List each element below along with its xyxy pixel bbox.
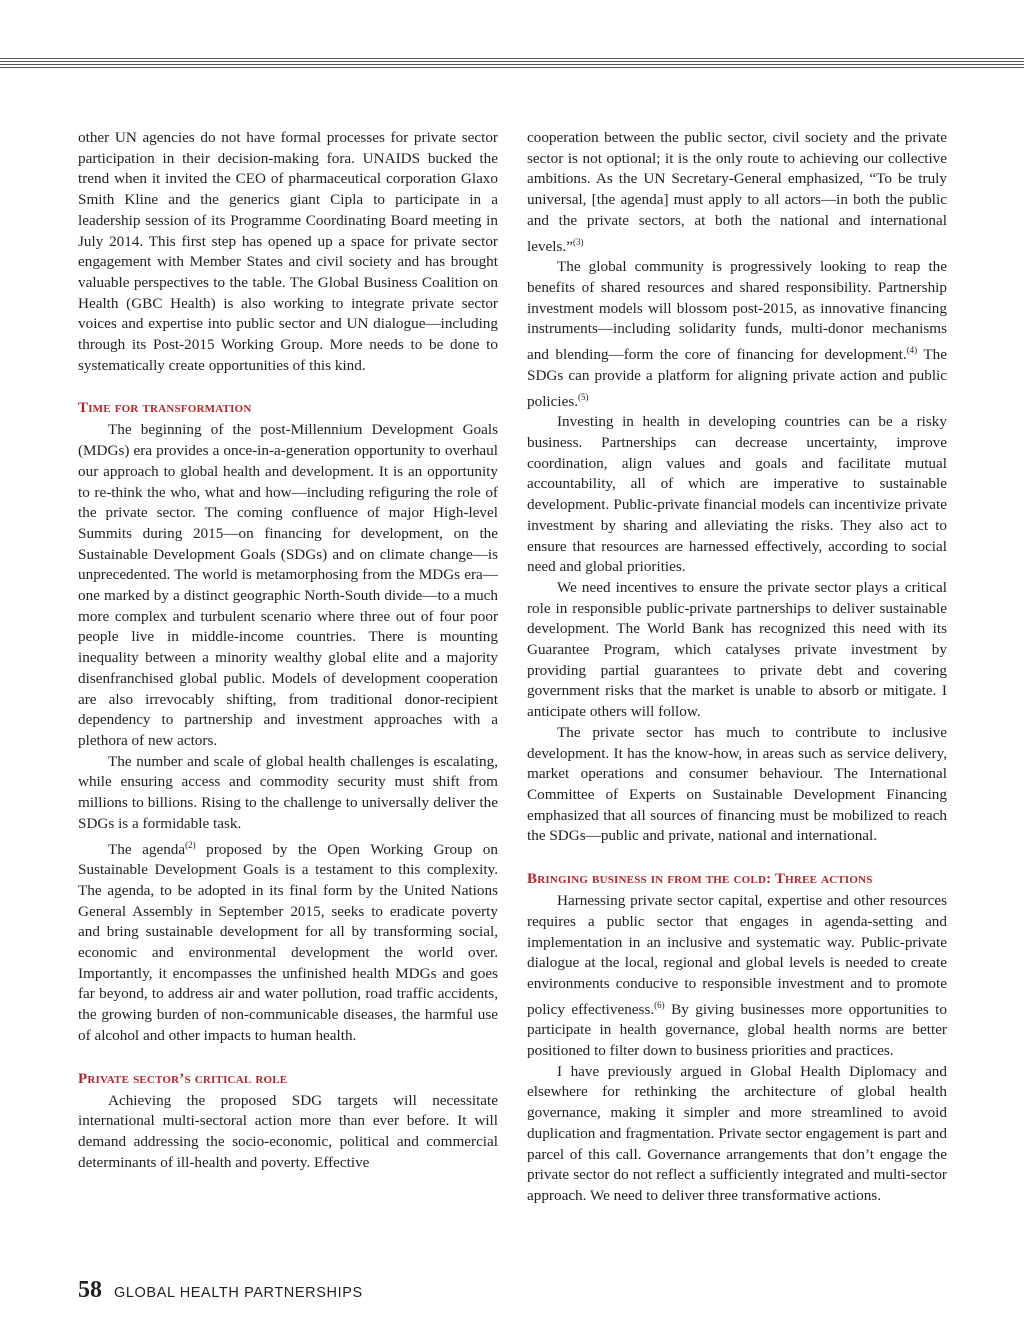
reference-marker: (5) [578, 391, 589, 402]
paragraph: The agenda$^{(2)}$ proposed by the Open Working Group on Sustainable Development Goals is a testament to this complexity. The agenda, to be adopted in its final form by the United Nations General Assembly in September 2015, seeks to eradicate poverty and bring sustainable development for all by transforming social, economic and environmental development the world over. Importantly, it encompasses the unfinished health MDGs and goes far beyond, to address air and water pollution, road traffic accidents, the growing burden of non-communicable diseases, the harmful use of alcohol and other impacts to human health. [78, 839, 498, 1044]
reference-marker: (2) [185, 839, 196, 850]
reference-marker: (6) [654, 999, 665, 1010]
paragraph: Investing in health in developing countries can be a risky business. Partnerships can decrease uncertainty, improve coordination, align values and goals and facilitate mutual accountability, all of which are imperative to sustainable development. Public-private financial models can incentivize private investment by sharing and alleviating the risks. They also act to ensure that resources are harnessed effectively, according to social need and global priorities. [527, 413, 947, 576]
paragraph: cooperation between the public sector, civil society and the private sector is not optional; it is the only route to achieving our collective ambitions. As the UN Secretary-General emphasized, “To be truly universal, [the agenda] must apply to all actors—in both the public and the private sectors, at both the national and international levels.”$^{(3)}$ [527, 129, 947, 255]
page-number: 58 [78, 1277, 102, 1303]
paragraph: The beginning of the post-Millennium Development Goals (MDGs) era provides a once-in-a-generation opportunity to overhaul our approach to global health and development. It is an opportunity to re-think the who, what and how—including refiguring the role of the private sector. The coming confluence of major High-level Summits during 2015—on financing for development, on the Sustainable Development Goals (SDGs) and on climate change—is unprecedented. The world is metamorphosing from the MDGs era—one marked by a distinct geographic North-South divide—to a much more complex and turbulent scenario where three out of four poor people live in middle-income countries. There is mounting inequality between a minority wealthy global elite and a majority disenfranchised global public. Models of development cooperation are also irrevocably shifting, from traditional donor-recipient dependency to partnership and investment approaches with a plethora of new actors. [78, 421, 498, 749]
paragraph: The number and scale of global health challenges is escalating, while ensuring access and commodity security must shift from millions to billions. Rising to the challenge to universally deliver the SDGs is a formidable task. [78, 752, 498, 832]
section-heading: Private sector’s critical role [78, 1070, 288, 1087]
paragraph: I have previously argued in Global Health Diplomacy and elsewhere for rethinking the architecture of global health governance, making it simpler and more streamlined to avoid duplication and fragmentation. Private sector engagement is part and parcel of this call. Governance arrangements that don’t engage the private sector do not reflect a sufficiently integrated and multi-sector approach. We need to deliver three transformative actions. [527, 1062, 947, 1204]
paragraph: The private sector has much to contribute to inclusive development. It has the know-how, in areas such as service delivery, market operations and consumer behaviour. The International Committee of Experts on Sustainable Development Financing emphasized that all sources of financing must be mobilized to reach the SDGs—public and private, national and international. [527, 723, 947, 845]
right-column [527, 128, 947, 1207]
page-footer [78, 1277, 363, 1304]
reference-marker: (3) [572, 236, 584, 247]
paragraph: The global community is progressively looking to reap the benefits of shared resources and shared responsibility. Partnership investment models will blossom post-2015, as innovative financing instruments—including solidarity funds, multi-donor mechanisms and blending—form the core of financing for development.$^{(4)}$ The SDGs can provide a platform for aligning private action and public policies.$^{(5)}$ [527, 258, 947, 410]
reference-marker: (4) [906, 345, 918, 356]
paragraph: Achieving the proposed SDG targets will necessitate international multi-sectoral action more than ever before. It will demand addressing the socio-economic, political and commercial determinants of ill-health and poverty. Effective [78, 1091, 498, 1171]
paragraph: other UN agencies do not have formal processes for private sector participation in their decision-making fora. UNAIDS bucked the trend when it invited the CEO of pharmaceutical corporation Glaxo Smith Kline and the generics giant Cipla to participate in a leadership session of its Programme Coordinating Board meeting in July 2014. This first step has opened up a space for private sector engagement with Member States and civil society and has brought valuable perspectives to the table. The Global Business Coalition on Health (GBC Health) is also working to integrate private sector voices and expertise into public sector and UN dialogue—including through its Post-2015 Working Group. More needs to be done to systematically create opportunities of this kind. [78, 129, 498, 374]
paragraph: Harnessing private sector capital, expertise and other resources requires a public sector that engages in agenda-setting and implementation in an inclusive and systematic way. Public-private dialogue at the local, regional and global levels is needed to create environments conducive to responsible investment and to promote policy effectiveness.$^{(6)}$ By giving businesses more opportunities to participate in health governance, global health norms are better positioned to filter down to business priorities and practices. [527, 892, 947, 1060]
paragraph: We need incentives to ensure the private sector plays a critical role in responsible public-private partnerships to deliver sustainable development. The World Bank has recognized this need with its Guarantee Program, which catalyses private investment by providing partial guarantees to private debt and covering government risks that the market is unable to absorb or mitigate. I anticipate others will follow. [527, 578, 947, 721]
running-head: GLOBAL HEALTH PARTNERSHIPS [114, 1285, 363, 1301]
header-rules [0, 58, 1024, 72]
section-heading: Bringing business in from the cold: Three actions [527, 871, 873, 888]
section-heading: Time for transformation [78, 400, 252, 417]
left-column [78, 128, 498, 1173]
